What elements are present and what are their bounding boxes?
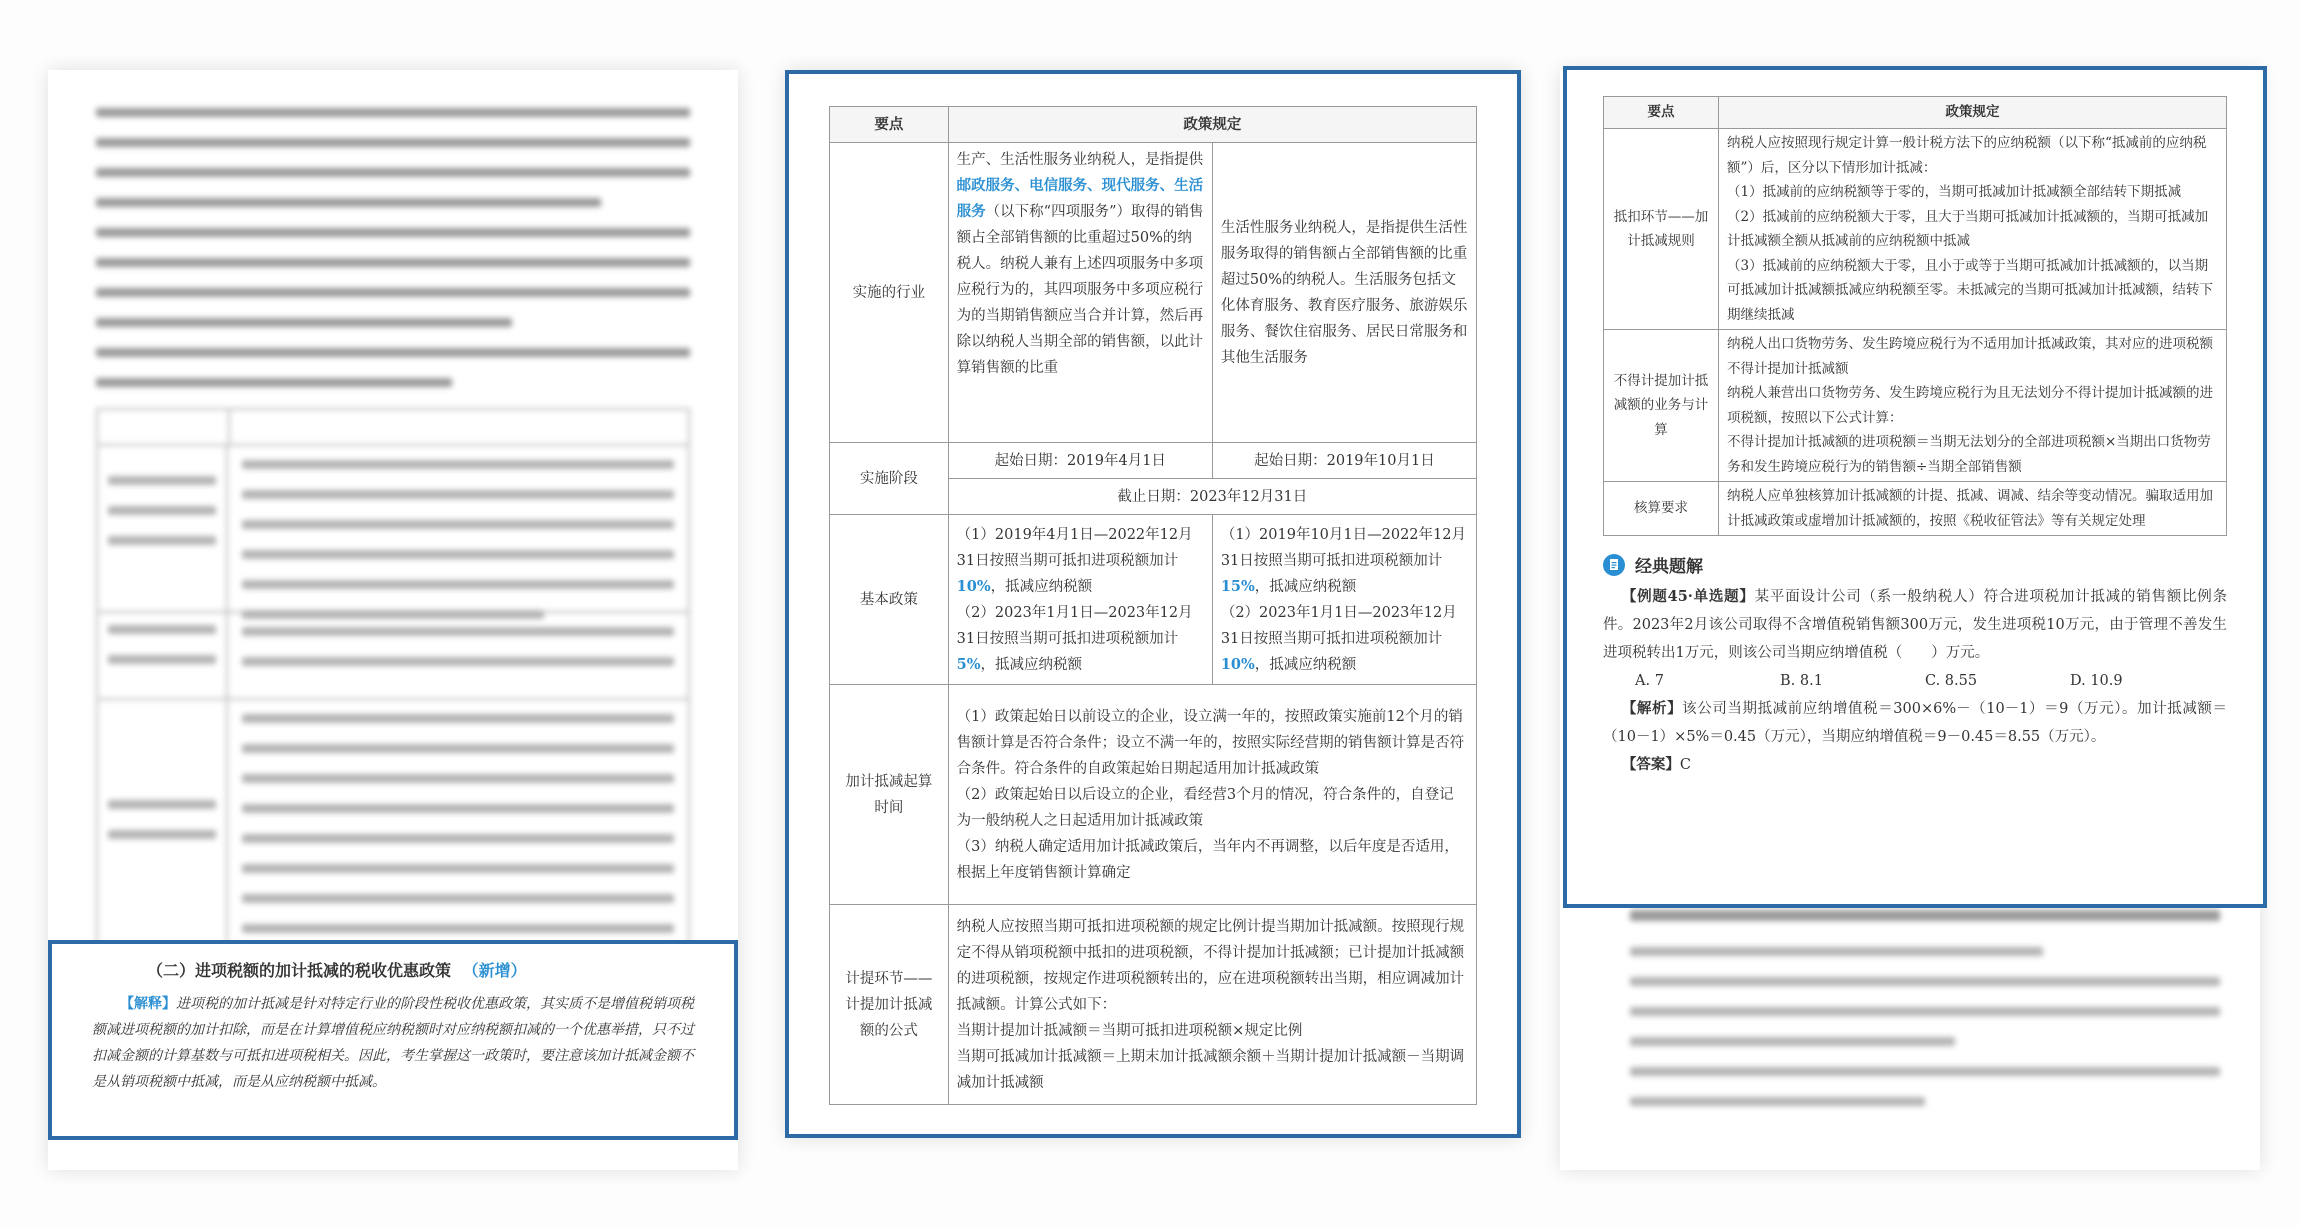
- document-icon: [1603, 554, 1625, 576]
- analysis-label: 【解析】: [1621, 700, 1683, 717]
- industry-left-cell: 生产、生活性服务业纳税人，是指提供邮政服务、电信服务、现代服务、生活服务（以下称“四项服务”）取得的销售额占全部销售额的比重超过50%的纳税人。纳税人兼有上述四项服务中多项应税行为的，其四项服务中多项应税行为的当期销售额应当合并计算，然后再除以纳税人当期全部的销售额，以此计算销售额的比重: [948, 143, 1212, 443]
- example-question: [1603, 583, 2227, 667]
- row-label-deduction: 抵扣环节——加计抵减规则: [1604, 129, 1719, 330]
- middle-page: [785, 70, 1521, 1138]
- right-policy-table: [1603, 96, 2227, 536]
- row-label-start-time: 加计抵减起算时间: [830, 685, 949, 905]
- stage-right-start: 起始日期：2019年10月1日: [1212, 443, 1476, 479]
- explain-label: 【解释】: [120, 996, 176, 1012]
- explain-text: 进项税的加计抵减是针对特定行业的阶段性税收优惠政策，其实质不是增值税销项税额减进项税额的加计扣除，而是在计算增值税应纳税额时对应纳税额扣减的一个优惠举措，只不过扣减金额的计算基数与可抵扣进项税相关。因此，考生掌握这一政策时，要注意该加计抵减金额不是从销项税额中抵减，而是从应纳税额中抵减。: [92, 996, 694, 1090]
- row-label-stage: 实施阶段: [830, 443, 949, 515]
- option-c: C. 8.55: [1925, 673, 1978, 689]
- start-time-cell: （1）政策起始日以前设立的企业，设立满一年的，按照政策实施前12个月的销售额计算是否符合条件；设立不满一年的，按照实际经营期的销售额计算是否符合条件。符合条件的自政策起始日期起适用加计抵减政策 （2）政策起始日以后设立的企业，看经营3个月的情况，符合条件的，自登记为一般纳税人之日起适用加计抵减政策 （3）纳税人确定适用加计抵减政策后，当年内不再调整，以后年度是否适用，根据上年度销售额计算确定: [948, 685, 1476, 905]
- option-b: B. 8.1: [1780, 673, 1823, 689]
- analysis-text: 该公司当期抵减前应纳增值税＝300×6%－（10－1）＝9（万元）。加计抵减额＝（10－1）×5%＝0.45（万元），当期应纳增值税＝9－0.45＝8.55（万元）。: [1603, 701, 2228, 745]
- excluded-cell: 纳税人出口货物劳务、发生跨境应税行为不适用加计抵减政策，其对应的进项税额不得计提加计抵减额 纳税人兼营出口货物劳务、发生跨境应税行为且无法划分不得计提加计抵减额的进项税额，按照以下公式计算： 不得计提加计抵减额的进项税额＝当期无法划分的全部进项税额×当期出口货物劳务和发生跨境应税行为的销售额÷当期全部销售额: [1719, 330, 2227, 482]
- industry-right-cell: 生活性服务业纳税人，是指提供生活性服务取得的销售额占全部销售额的比重超过50%的纳税人。生活服务包括文化体育服务、教育医疗服务、旅游娱乐服务、餐饮住宿服务、居民日常服务和其他生活服务: [1212, 143, 1476, 443]
- example-label: 【例题45·单选题】: [1621, 588, 1755, 605]
- row-label-accounting: 核算要求: [1604, 482, 1719, 536]
- answer-value: C: [1679, 757, 1691, 773]
- left-highlight-box: [48, 940, 738, 1140]
- accounting-cell: 纳税人应单独核算加计抵减额的计提、抵减、调减、结余等变动情况。骗取适用加计抵减政策或虚增加计抵减额的，按照《税收征管法》等有关规定处理: [1719, 482, 2227, 536]
- row-label-formula: 计提环节——计提加计抵减额的公式: [830, 905, 949, 1105]
- basic-left-cell: （1）2019年4月1日—2022年12月31日按照当期可抵扣进项税额加计10%，抵减应纳税额 （2）2023年1月1日—2023年12月31日按照当期可抵扣进项税额加计5%，抵减应纳税额: [948, 515, 1212, 685]
- header-key-point: 要点: [830, 107, 949, 143]
- classic-example-title: 经典题解: [1635, 557, 1703, 577]
- industry-highlight: 邮政服务、电信服务、现代服务、生活服务: [956, 177, 1204, 220]
- new-tag: （新增）: [462, 961, 527, 980]
- header-policy: 政策规定: [948, 107, 1476, 143]
- middle-policy-table: [829, 106, 1477, 1105]
- example-analysis: [1603, 695, 2227, 751]
- deduction-rules-cell: 纳税人应按照现行规定计算一般计税方法下的应纳税额（以下称“抵减前的应纳税额”）后，区分以下情形加计抵减： （1）抵减前的应纳税额等于零的，当期可抵减加计抵减额全部结转下期抵减 （2）抵减前的应纳税额大于零，且大于当期可抵减加计抵减额的，当期可抵减加计抵减额全额从抵减前的应纳税额中抵减 （3）抵减前的应纳税额大于零，且小于或等于当期可抵减加计抵减额的，以当期可抵减加计抵减额抵减应纳税额至零。未抵减完的当期可抵减加计抵减额，结转下期继续抵减: [1719, 129, 2227, 330]
- row-label-basic: 基本政策: [830, 515, 949, 685]
- left-page-blurred-content: [48, 70, 738, 987]
- example-answer: [1603, 751, 2227, 779]
- stage-left-start: 起始日期：2019年4月1日: [948, 443, 1212, 479]
- stage-end-date: 截止日期：2023年12月31日: [948, 479, 1476, 515]
- option-a: A. 7: [1635, 673, 1664, 689]
- formula-cell: 纳税人应按照当期可抵扣进项税额的规定比例计提当期加计抵减额。按照现行规定不得从销项税额中抵扣的进项税额，不得计提加计抵减额；已计提加计抵减额的进项税额，按规定作进项税额转出的，应在进项税额转出当期，相应调减加计抵减额。计算公式如下： 当期计提加计抵减额＝当期可抵扣进项税额×规定比例 当期可抵减加计抵减额＝上期末加计抵减额余额＋当期计提加计抵减额－当期调减加计抵减额: [948, 905, 1476, 1105]
- answer-label: 【答案】: [1621, 756, 1680, 773]
- example-question-text: 某平面设计公司（系一般纳税人）符合进项税加计抵减的销售额比例条件。2023年2月该公司取得不含增值税销售额300万元，发生进项税10万元，由于管理不善发生进项税转出1万元，则该公司当期应纳增值税（ ）万元。: [1603, 589, 2228, 661]
- row-label-industry: 实施的行业: [830, 143, 949, 443]
- section-heading: [147, 958, 694, 981]
- explain-paragraph: [92, 991, 694, 1095]
- section-heading-text: （二）进项税额的加计抵减的税收优惠政策: [147, 961, 452, 980]
- header-key-point-2: 要点: [1604, 97, 1719, 129]
- right-page-blurred-bottom: [1630, 910, 2220, 1127]
- example-options: [1603, 667, 2227, 695]
- header-policy-2: 政策规定: [1719, 97, 2227, 129]
- right-highlight-box: [1563, 66, 2267, 908]
- row-label-excluded: 不得计提加计抵减额的业务与计算: [1604, 330, 1719, 482]
- option-d: D. 10.9: [2070, 673, 2123, 689]
- basic-right-cell: （1）2019年10月1日—2022年12月31日按照当期可抵扣进项税额加计15%，抵减应纳税额 （2）2023年1月1日—2023年12月31日按照当期可抵扣进项税额加计10%，抵减应纳税额: [1212, 515, 1476, 685]
- classic-example-heading: [1603, 552, 2227, 577]
